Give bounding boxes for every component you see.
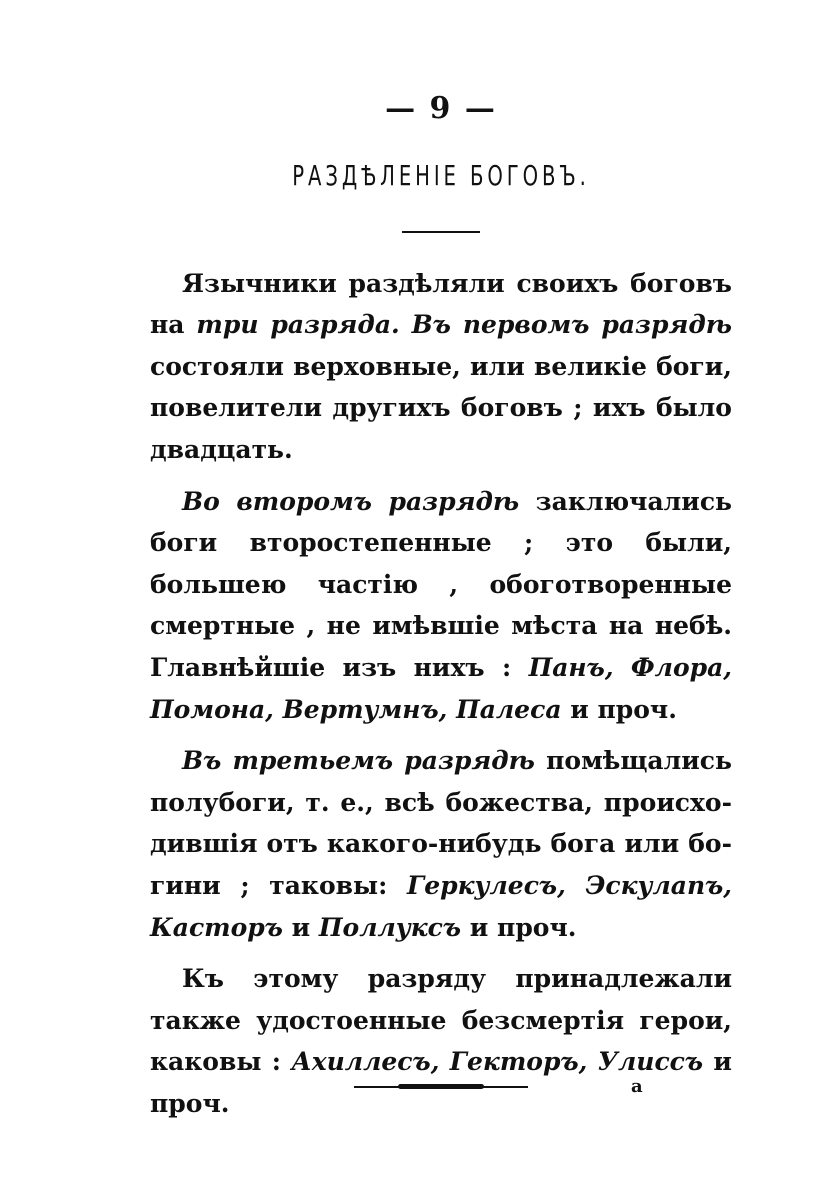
text-segment: Къ этому разряду принадлежали также удостоенные безсмертія герои, каковы : (150, 964, 732, 1077)
italic-segment: Въ третьемъ разрядѣ (182, 746, 535, 776)
italic-segment: Ахиллесъ, Гекторъ, Улиссъ (291, 1047, 704, 1077)
page-body (150, 92, 732, 1134)
section-title: РАЗДѢЛЕНІЕ БОГОВЪ. (292, 159, 590, 192)
text-segment: состояли верховные, или великіе боги, повелители другихъ боговъ ; ихъ было двадцать. (150, 351, 732, 464)
text-segment: и (282, 912, 319, 942)
italic-segment: три разряда. (196, 310, 400, 340)
text-segment: помѣщались полубоги, т. е., всѣ божества, происходившія отъ какого-нибудь бога или богини ; таковы: (150, 746, 732, 900)
paragraph-1 (150, 263, 732, 471)
text-segment: и проч. (561, 694, 677, 724)
page-number: — 9 — (385, 91, 497, 126)
text-segment (400, 310, 412, 339)
italic-segment: Во второмъ разрядѣ (182, 486, 520, 516)
title-divider (402, 231, 480, 233)
signature-mark: а (631, 1076, 643, 1097)
italic-segment: Въ первомъ разрядѣ (411, 310, 732, 340)
italic-segment: Поллуксъ (318, 912, 462, 942)
ornamental-rule-center (398, 1084, 484, 1089)
text-segment: и проч. (150, 1047, 732, 1118)
italic-segment: Геркулесъ, Эскулапъ, Касторъ (150, 870, 732, 942)
text-segment: Язычники раздѣляли своихъ боговъ на (150, 268, 732, 340)
text-segment: и проч. (461, 912, 577, 942)
italic-segment: Панъ, Флора, Помона, Вертумнъ, Палеса (150, 652, 732, 724)
page-footer (150, 1072, 732, 1102)
ornamental-rule (354, 1084, 528, 1089)
paragraph-2 (150, 481, 732, 731)
text-segment: заключались боги второстепенные ; это были, большею частію , обоготворенные смертные , не имѣвшіе мѣста на небѣ. Главнѣйшіе изъ нихъ : (150, 486, 733, 682)
paragraph-3 (150, 740, 732, 948)
